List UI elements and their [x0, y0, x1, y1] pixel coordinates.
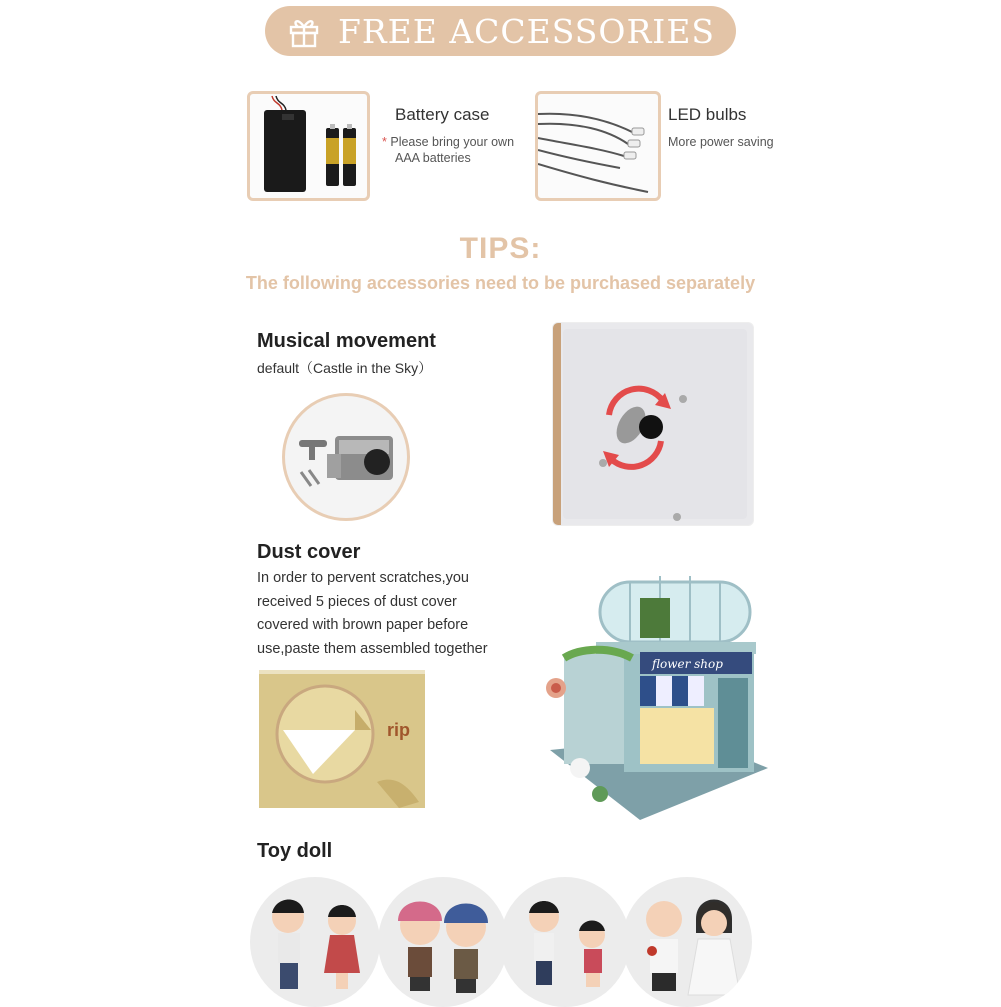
- dust-line-2: received 5 pieces of dust cover: [257, 593, 457, 610]
- led-bulbs-note: More power saving: [668, 135, 774, 149]
- led-bulbs-image: [535, 91, 661, 201]
- music-box-install-image: [552, 322, 754, 526]
- free-accessories-banner: [265, 6, 736, 56]
- flower-shop-model-image: [540, 568, 770, 824]
- toy-doll-couple-1-image: [250, 877, 380, 1007]
- dust-cover-title: Dust cover: [257, 541, 361, 563]
- tips-title: TIPS:: [459, 232, 542, 265]
- tips-subtitle: The following accessories need to be purchased separately: [245, 273, 756, 293]
- toy-doll-couple-4-image: [622, 877, 752, 1007]
- led-bulbs-title: LED bulbs: [668, 105, 747, 124]
- toy-doll-couple-3-image: [500, 877, 630, 1007]
- toy-doll-title: Toy doll: [257, 840, 333, 862]
- rip-label: rip: [387, 720, 411, 740]
- battery-case-image: [247, 91, 370, 201]
- dust-line-3: covered with brown paper before: [257, 617, 469, 633]
- shop-sign-text: flower shop: [652, 657, 723, 671]
- battery-note-line2: AAA batteries: [395, 151, 471, 165]
- battery-note-line1: Please bring your own: [390, 135, 515, 149]
- dust-line-4: use,paste them assembled together: [257, 640, 488, 657]
- dust-cover-text: [257, 567, 488, 661]
- battery-case-title: Battery case: [395, 105, 490, 124]
- music-box-image: [282, 393, 410, 521]
- asterisk-mark: *: [382, 135, 387, 149]
- toy-doll-couple-2-image: [378, 877, 508, 1007]
- musical-movement-title: Musical movement: [257, 330, 436, 352]
- dust-cover-peel-image: [259, 670, 425, 808]
- gift-icon: [286, 13, 322, 49]
- musical-movement-subtitle: default（Castle in the Sky）: [257, 360, 433, 376]
- banner-title: FREE ACCESSORIES: [337, 11, 716, 51]
- battery-case-note: [382, 134, 514, 166]
- dust-line-1: In order to pervent scratches,you: [257, 570, 469, 586]
